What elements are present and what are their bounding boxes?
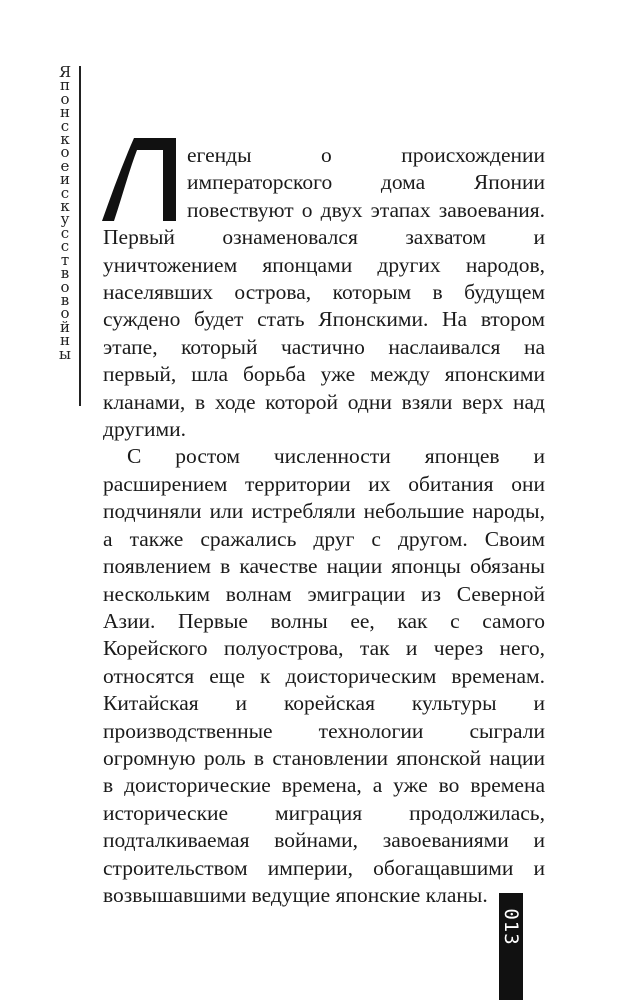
running-title-rule xyxy=(79,66,81,406)
paragraph-text: егенды о происхождении императорского дома Японии повествуют о двух этапах завоевания. Первый ознаменовался захватом и уничтожением японцами других народов, населявших острова, которым в будущем суждено будет стать Японскими. На втором этапе, который частично наслаивался на первый, шла борьба уже между японскими кланами, в ходе которой одни взяли верх над другими. xyxy=(103,143,545,442)
drop-cap-spacer xyxy=(103,142,187,222)
paragraph xyxy=(103,142,545,443)
paragraph: С ростом численности японцев и расширением территории их обитания они подчиняли или истребляли небольшие народы, а также сражались друг с другом. Своим появлением в качестве нации японцы обязаны нескольким волнам эмиграции из Северной Азии. Первые волны ее, как с самого Корейского полуострова, так и через него, относятся еще к доисторическим временам. Китайская и корейская культуры и производственные технологии сыграли огромную роль в становлении японской нации в доисторические времена, а уже во времена исторические миграция продолжилась, подталкиваемая войнами, завоеваниями и строительством империи, обогащавшими и возвышавшими ведущие японские кланы. xyxy=(103,444,545,907)
page-number: 013 xyxy=(500,908,522,946)
body-text xyxy=(103,142,545,909)
running-title: Японское искусство войны xyxy=(58,63,72,363)
page-number-tab xyxy=(499,893,523,1000)
